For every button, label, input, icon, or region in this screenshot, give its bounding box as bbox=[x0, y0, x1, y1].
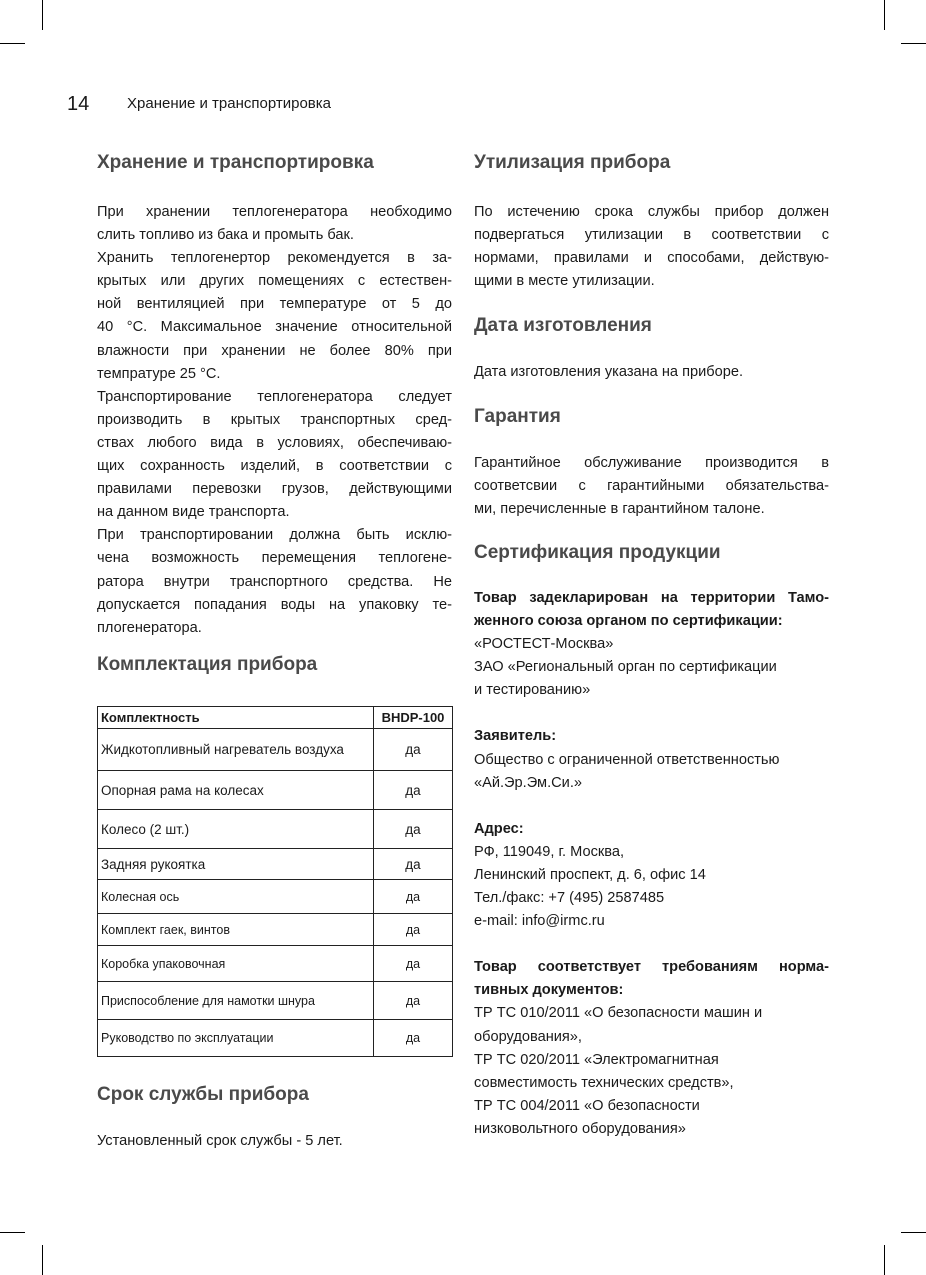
text-line: ТР ТС 004/2011 «О безопасности bbox=[474, 1097, 700, 1114]
text-line: «Ай.Эр.Эм.Си.» bbox=[474, 774, 582, 791]
field-label: Адрес: bbox=[474, 820, 524, 837]
crop-mark bbox=[0, 1232, 25, 1233]
kit-value-cell: да bbox=[374, 982, 453, 1020]
text-line: влажности при хранении не более 80% при bbox=[97, 342, 452, 359]
text-line: Гарантийное обслуживание производится в bbox=[474, 455, 829, 471]
text-line: женного союза органом по сертификации: bbox=[474, 613, 783, 630]
kit-item-cell: Жидкотопливный нагреватель воздуха bbox=[98, 729, 374, 771]
warranty-heading: Гарантия bbox=[474, 406, 561, 427]
text-line: e-mail: info@irmc.ru bbox=[474, 913, 605, 930]
table-row bbox=[98, 880, 453, 914]
table-row bbox=[98, 771, 453, 810]
text-line: и тестированию» bbox=[474, 682, 591, 699]
text-line: совместимость технических средств», bbox=[474, 1074, 734, 1091]
text-line: Хранить теплогенертор рекомендуется в за- bbox=[97, 250, 452, 267]
table-row bbox=[98, 849, 453, 880]
warranty-text bbox=[474, 452, 829, 521]
manufacture-text: Дата изготовления указана на приборе. bbox=[474, 364, 744, 380]
text-line: допускается попадания воды на упаковку те- bbox=[97, 596, 452, 613]
lifetime-heading: Срок службы прибора bbox=[97, 1084, 309, 1105]
crop-mark bbox=[42, 0, 43, 30]
storage-heading: Хранение и транспортировка bbox=[97, 152, 374, 173]
text-line: плогенератора. bbox=[97, 619, 202, 636]
table-row bbox=[98, 946, 453, 982]
crop-mark bbox=[42, 1245, 43, 1275]
table-row bbox=[98, 810, 453, 849]
text-line: По истечению срока службы прибор должен bbox=[474, 204, 829, 220]
kit-item-cell: Задняя рукоятка bbox=[98, 849, 374, 880]
table-row bbox=[98, 1020, 453, 1057]
disposal-text bbox=[474, 201, 829, 293]
text-line: При хранении теплогенератора необходимо bbox=[97, 204, 452, 220]
kit-col-header: Комплектность bbox=[98, 707, 374, 729]
kit-heading: Комплектация прибора bbox=[97, 654, 318, 675]
kit-value-cell: да bbox=[374, 880, 453, 914]
text-line: тивных документов: bbox=[474, 982, 624, 999]
manufacture-heading: Дата изготовления bbox=[474, 315, 652, 336]
text-line: низковольтного оборудования» bbox=[474, 1120, 686, 1137]
kit-value-cell: да bbox=[374, 849, 453, 880]
text-line: оборудования», bbox=[474, 1028, 582, 1045]
field-label: Заявитель: bbox=[474, 728, 557, 745]
kit-value-cell: да bbox=[374, 810, 453, 849]
text-line: Транспортирование теплогенератора следует bbox=[97, 388, 452, 405]
kit-value-cell: да bbox=[374, 1020, 453, 1057]
text-line: производить в крытых транспортных сред- bbox=[97, 411, 452, 428]
kit-value-cell: да bbox=[374, 729, 453, 771]
text-line: Ленинский проспект, д. 6, офис 14 bbox=[474, 866, 706, 883]
text-line: ми, перечисленные в гарантийном талоне. bbox=[474, 501, 765, 518]
table-row bbox=[98, 982, 453, 1020]
kit-value-cell: да bbox=[374, 914, 453, 946]
kit-item-cell: Опорная рама на колесах bbox=[98, 771, 374, 810]
text-line: слить топливо из бака и промыть бак. bbox=[97, 227, 354, 244]
crop-mark bbox=[884, 1245, 885, 1275]
kit-item-cell: Комплект гаек, винтов bbox=[98, 914, 374, 946]
kit-item-cell: Руководство по эксплуатации bbox=[98, 1020, 374, 1057]
crop-mark bbox=[0, 43, 25, 44]
running-title: Хранение и транспортировка bbox=[127, 95, 331, 112]
crop-mark bbox=[901, 1232, 926, 1233]
text-line: чена возможность перемещения теплогене- bbox=[97, 550, 452, 567]
text-line: правилами перевозки грузов, действующими bbox=[97, 481, 452, 498]
text-line: Общество с ограниченной ответственностью bbox=[474, 751, 780, 768]
page-number: 14 bbox=[67, 93, 90, 115]
text-line: ной вентиляцией при температуре от 5 до bbox=[97, 296, 452, 313]
disposal-heading: Утилизация прибора bbox=[474, 152, 671, 173]
cert-text bbox=[474, 587, 829, 1141]
text-line: Товар соответствует требованиям норма- bbox=[474, 959, 829, 976]
text-line: нормами, правилами и способами, действую- bbox=[474, 250, 829, 267]
kit-value-cell: да bbox=[374, 946, 453, 982]
text-line: на данном виде транспорта. bbox=[97, 504, 290, 521]
storage-text bbox=[97, 201, 452, 640]
text-line: ЗАО «Региональный орган по сертификации bbox=[474, 659, 777, 676]
text-line: Товар задекларирован на территории Тамо- bbox=[474, 590, 829, 606]
text-line: При транспортировании должна быть исклю- bbox=[97, 527, 452, 544]
kit-value-cell: да bbox=[374, 771, 453, 810]
lifetime-text: Установленный срок службы - 5 лет. bbox=[97, 1133, 343, 1149]
crop-mark bbox=[901, 43, 926, 44]
text-line: щими в месте утилизации. bbox=[474, 273, 655, 290]
text-line: Тел./факс: +7 (495) 2587485 bbox=[474, 890, 665, 907]
text-line: ТР ТС 010/2011 «О безопасности машин и bbox=[474, 1005, 763, 1022]
kit-item-cell: Коробка упаковочная bbox=[98, 946, 374, 982]
text-line: темпратуре 25 °С. bbox=[97, 365, 221, 382]
text-line: «РОСТЕСТ-Москва» bbox=[474, 636, 614, 653]
table-row bbox=[98, 914, 453, 946]
table-row bbox=[98, 729, 453, 771]
text-line: щих сохранность изделий, в соответствии с bbox=[97, 458, 452, 475]
kit-table bbox=[97, 706, 453, 1057]
kit-item-cell: Приспособление для намотки шнура bbox=[98, 982, 374, 1020]
crop-mark bbox=[884, 0, 885, 30]
text-line: подвергаться утилизации в соответствии с bbox=[474, 227, 829, 244]
text-line: 40 °С. Максимальное значение относительной bbox=[97, 319, 452, 336]
text-line: ратора внутри транспортного средства. Не bbox=[97, 573, 452, 590]
text-line: РФ, 119049, г. Москва, bbox=[474, 843, 625, 860]
cert-heading: Сертификация продукции bbox=[474, 542, 721, 563]
kit-col-header: BHDP-100 bbox=[374, 707, 453, 729]
kit-item-cell: Колесо (2 шт.) bbox=[98, 810, 374, 849]
text-line: ствах любого вида в условиях, обеспечиваю- bbox=[97, 434, 452, 451]
text-line: ТР ТС 020/2011 «Электромагнитная bbox=[474, 1051, 719, 1068]
text-line: крытых или других помещениях с естествен- bbox=[97, 273, 452, 290]
kit-item-cell: Колесная ось bbox=[98, 880, 374, 914]
text-line: соответсвии с гарантийными обязательства- bbox=[474, 478, 829, 495]
